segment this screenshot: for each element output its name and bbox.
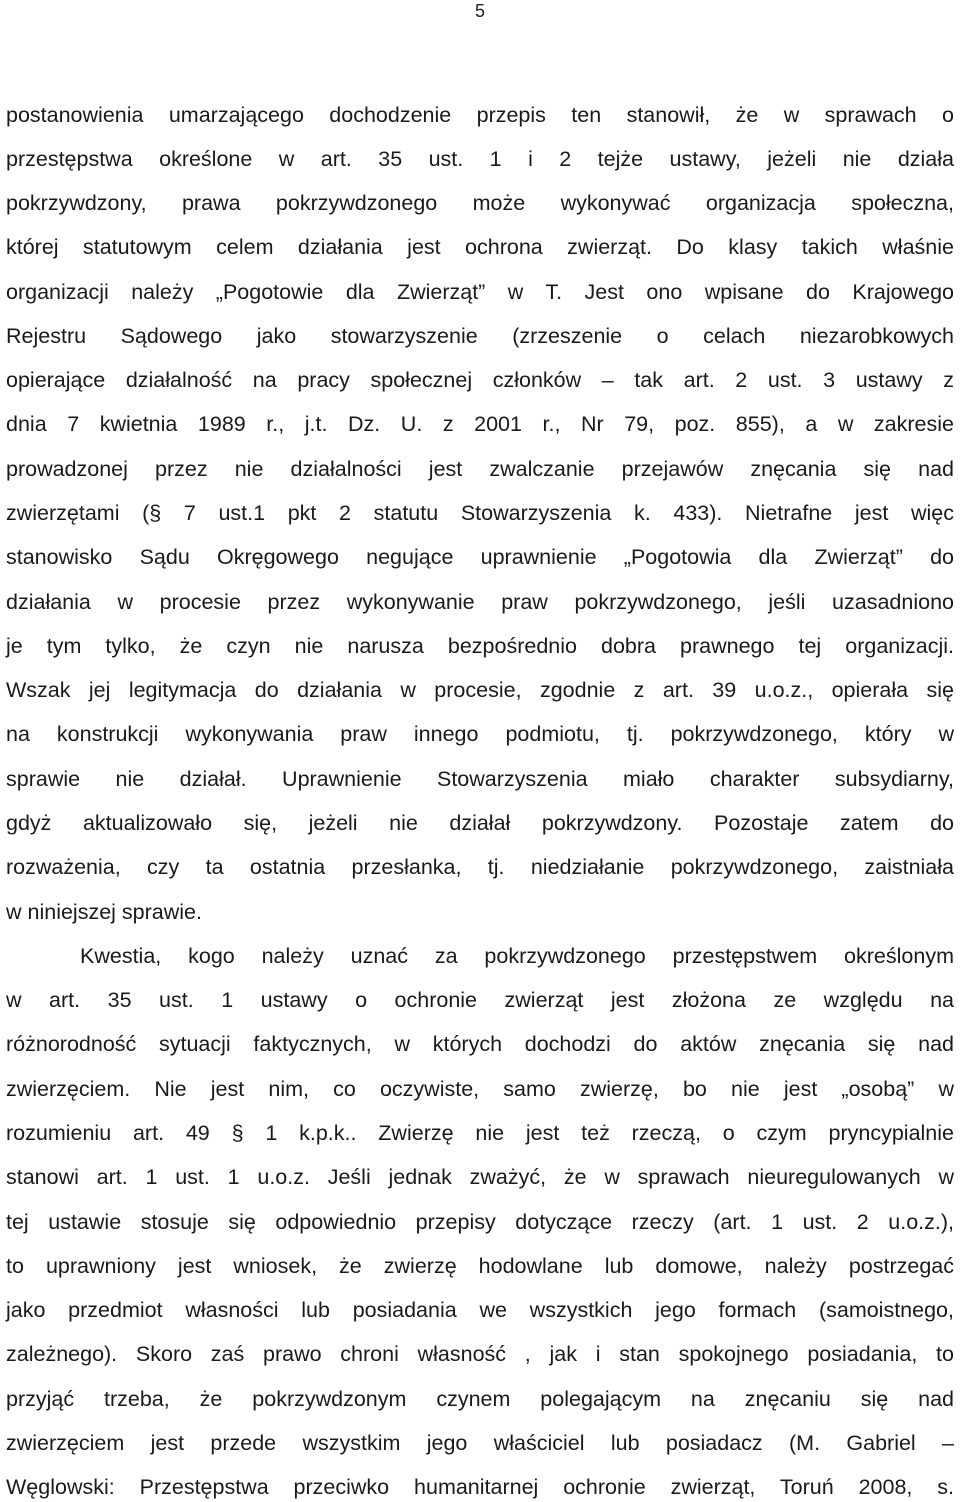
text-line: sprawie nie działał. Uprawnienie Stowarzyszenia miało charakter subsydiarny, — [6, 767, 954, 791]
text-line: zwierzętami (§ 7 ust.1 pkt 2 statutu Stowarzyszenia k. 433). Nietrafne jest więc — [6, 501, 954, 525]
text-line: je tym tylko, że czyn nie narusza bezpośrednio dobra prawnego tej organizacji. — [6, 634, 954, 658]
text-line: Węglowski: Przestępstwa przeciwko humanitarnej ochronie zwierząt, Toruń 2008, s. — [6, 1475, 954, 1499]
text-line: przyjąć trzeba, że pokrzywdzonym czynem polegającym na znęcaniu się nad — [6, 1387, 954, 1411]
text-line: zależnego). Skoro zaś prawo chroni własność , jak i stan spokojnego posiadania, to — [6, 1342, 954, 1366]
text-line: Kwestia, kogo należy uznać za pokrzywdzonego przestępstwem określonym — [80, 944, 954, 968]
text-line: na konstrukcji wykonywania praw innego podmiotu, tj. pokrzywdzonego, który w — [6, 722, 954, 746]
text-line: postanowienia umarzającego dochodzenie przepis ten stanowił, że w sprawach o — [6, 103, 954, 127]
text-line: rozważenia, czy ta ostatnia przesłanka, tj. niedziałanie pokrzywdzonego, zaistniała — [6, 855, 954, 879]
text-line: pokrzywdzony, prawa pokrzywdzonego może wykonywać organizacja społeczna, — [6, 191, 954, 215]
text-line: opierające działalność na pracy społecznej członków – tak art. 2 ust. 3 ustawy z — [6, 368, 954, 392]
text-line: działania w procesie przez wykonywanie praw pokrzywdzonego, jeśli uzasadniono — [6, 590, 954, 614]
text-line: organizacji należy „Pogotowie dla Zwierząt” w T. Jest ono wpisane do Krajowego — [6, 280, 954, 304]
text-line: zwierzęciem. Nie jest nim, co oczywiste, samo zwierzę, bo nie jest „osobą” w — [6, 1077, 954, 1101]
text-line: gdyż aktualizowało się, jeżeli nie działał pokrzywdzony. Pozostaje zatem do — [6, 811, 954, 835]
text-line: stanowi art. 1 ust. 1 u.o.z. Jeśli jednak zważyć, że w sprawach nieuregulowanych w — [6, 1165, 954, 1189]
text-line: zwierzęciem jest przede wszystkim jego właściciel lub posiadacz (M. Gabriel – — [6, 1431, 954, 1455]
text-line: to uprawniony jest wniosek, że zwierzę hodowlane lub domowe, należy postrzegać — [6, 1254, 954, 1278]
text-line: dnia 7 kwietnia 1989 r., j.t. Dz. U. z 2001 r., Nr 79, poz. 855), a w zakresie — [6, 412, 954, 436]
text-line: rozumieniu art. 49 § 1 k.p.k.. Zwierzę nie jest też rzeczą, o czym pryncypialnie — [6, 1121, 954, 1145]
text-line: prowadzonej przez nie działalności jest zwalczanie przejawów znęcania się nad — [6, 457, 954, 481]
text-line: w niniejszej sprawie. — [6, 900, 202, 924]
text-line: Rejestru Sądowego jako stowarzyszenie (zrzeszenie o celach niezarobkowych — [6, 324, 954, 348]
text-line: w art. 35 ust. 1 ustawy o ochronie zwierząt jest złożona ze względu na — [6, 988, 954, 1012]
text-line: jako przedmiot własności lub posiadania we wszystkich jego formach (samoistnego, — [6, 1298, 954, 1322]
text-line: Wszak jej legitymacja do działania w procesie, zgodnie z art. 39 u.o.z., opierała się — [6, 678, 954, 702]
page-number: 5 — [474, 1, 485, 21]
text-line: tej ustawie stosuje się odpowiednio przepisy dotyczące rzeczy (art. 1 ust. 2 u.o.z.), — [6, 1210, 954, 1234]
text-line: różnorodność sytuacji faktycznych, w których dochodzi do aktów znęcania się nad — [6, 1032, 954, 1056]
text-line: której statutowym celem działania jest ochrona zwierząt. Do klasy takich właśnie — [6, 235, 954, 259]
text-line: stanowisko Sądu Okręgowego negujące uprawnienie „Pogotowia dla Zwierząt” do — [6, 545, 954, 569]
text-line: przestępstwa określone w art. 35 ust. 1 i 2 tejże ustawy, jeżeli nie działa — [6, 147, 954, 171]
